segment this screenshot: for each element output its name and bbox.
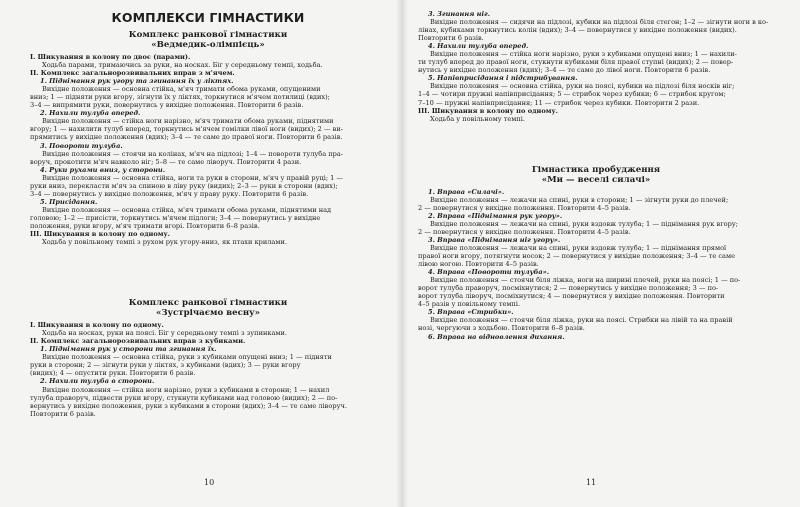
wake-ex3-line: лівою ногою. Повторити 4–5 разів. [418, 260, 539, 269]
wake-ex5-title: 5. Вправа «Стрибки». [428, 308, 514, 317]
complex1-ex5-line: Вихідне положення — основна стійка, м'яч тримати обома руками, піднятими над [42, 205, 332, 214]
complex1-ex2-line: прямитись у вихідне положення (вдих); 3–4 — те саме до правої ноги. Повторити 6 разів. [30, 133, 343, 142]
complex1-ex3-line: воруч, прокотити м'яч навколо ніг; 5–8 — те саме ліворуч. Повторити 4 рази. [30, 157, 302, 166]
complex2-ex4-line: ти тулуб вперед до правої ноги, стукнути кубиками біля правої ступні (видих); 2 — повер- [418, 58, 734, 67]
complex1-ex2-title: 2. Нахили тулуба вперед. [40, 109, 141, 118]
complex2-subtitle: «Зустрічаємо весну» [155, 308, 260, 319]
wake-ex3-line: правої ноги вгору, потягнути носок; 2 — повернутися у вихідне положення; 3–4 — те саме [418, 252, 736, 261]
complex2-ex3-line: Повторити 6 разів. [418, 34, 484, 43]
complex2-ex4-line: нутись у вихідне положення (вдих); 3–4 — те саме до лівої ноги. Повторити 6 разів. [418, 66, 711, 75]
complex1-ex5-line: головою; 1–2 — присісти, торкнутись м'ячем підлоги; 3–4 — повернутись у вихідне [30, 213, 321, 222]
complex2-ex3-line: лінах, кубиками торкнутись колін (вдих); 3–4 — повернутися у вихідне положення (видих). [418, 26, 737, 35]
wake-ex2-line: Вихідне положення — лежачи на спині, руки вздовж тулуба; 1 — піднімання рук вгору; [430, 219, 738, 228]
wake-ex5-line: Вихідне положення — стоячи біля ліжка, руки на поясі. Стрибки на лівій та на правій [430, 316, 733, 325]
complex2-ex5-title: 5. Напівприсідання і підстрибування. [428, 74, 578, 83]
complex2-ex2-line: вернутись у вихідне положення, руки з кубиками в сторони (вдих); 3–4 — те саме ліворуч. [30, 401, 347, 410]
wake-ex4-title: 4. Вправа «Повороти тулуба». [428, 268, 550, 277]
wake-subtitle: «Ми — веселі силачі» [541, 174, 651, 185]
left-page [30, 10, 386, 418]
complex2-ex2-line: Вихідне положення — стійка ноги нарізно, руки з кубиками в сторони; 1 — нахил [42, 385, 330, 394]
complex1-section3: III. Шикування в колону по одному. [30, 230, 170, 239]
complex2-ex3-title: 3. Згинання ніг. [428, 10, 490, 18]
complex2-ex4-title: 4. Нахили тулуба вперед. [428, 42, 529, 51]
wake-ex1-line: Вихідне положення — лежачи на спині, руки в сторони; 1 — зігнути руки до плечей; [430, 195, 729, 204]
complex2-ex5-line: 7–10 — пружні напівприсідання; 11 — стрибок через кубики. Повторити 2 рази. [418, 98, 700, 107]
complex1-ex1-line: вниз; 1 — підняти руки вгору, зігнути їх у ліктях, торкнутися м'ячем потилиці (вдих); [30, 93, 330, 102]
complex1-subtitle: «Ведмедик-олімпієць» [151, 40, 265, 50]
complex1-title: Комплекс ранкової гімнастики [128, 30, 288, 40]
complex1-ex3-title: 3. Повороти тулуба. [40, 141, 123, 150]
complex2-ex5-line: Вихідне положення — основна стійка, руки на поясі, кубики на підлозі біля носків ніг; [430, 82, 735, 91]
complex2-ex5-line: 1–4 — чотири пружні напівприсідання; 5 — стрибок через кубики; 6 — стрибок кругом; [418, 90, 726, 99]
complex2-ex2-line: Повторити 6 разів. [30, 409, 96, 418]
complex2-section2: II. Комплекс загальнорозвивальних вправ з кубиками. [30, 337, 246, 346]
complex2-ex1-line: руки в сторони; 2 — зігнути руки у ліктях, з кубиками (вдих); 3 — руки вгору [30, 361, 301, 370]
complex1-section2: II. Комплекс загальнорозвивальних вправ з м'ячем. [30, 69, 235, 78]
complex1-section1-text: Ходьба парами, тримаючись за руки, на носках. Біг у середньому темпі, ходьба. [42, 61, 323, 70]
wake-ex3-line: Вихідне положення — лежачи на спині, руки вздовж тулуба; 1 — піднімання прямої [430, 243, 727, 252]
wake-ex4-line: ворот тулуба праворуч, посміхнутися; 2 — повернутись у вихідне положення; 3 — по- [418, 284, 719, 293]
complex2-title: Комплекс ранкової гімнастики [128, 298, 288, 309]
complex1-ex5-line: положення, руки вгору, м'яч тримати вгорі. Повторити 6–8 разів. [30, 221, 260, 230]
wake-ex3-title: 3. Вправа «Піднімання ніг угору». [428, 235, 561, 244]
complex1-ex1-line: Вихідне положення — основна стійка, м'яч тримати обома руками, опущеними [42, 85, 321, 94]
complex2-ex2-line: тулуба праворуч, підвести руки вгору, стукнути кубиками над головою (видих); 2 — по- [30, 393, 338, 402]
complex1-ex1-line: 3–4 — випрямити руки, повернутись у вихідне положення. Повторити 6 разів. [30, 101, 304, 110]
complex2-ex1-title: 1. Піднімання рук у сторони та згинання їх. [40, 345, 217, 354]
complex1-ex2-line: вгору; 1 — нахилити тулуб вперед, торкнутись м'ячем гомілки лівої ноги (видих); 2 — ви- [30, 125, 344, 134]
wake-ex4-line: Вихідне положення — стоячи біля ліжка, ноги на ширині плечей, руки на поясі; 1 — по- [430, 276, 741, 285]
complex2-ex1-line: Вихідне положення — основна стійка, руки з кубиками опущені вниз; 1 — підняти [42, 353, 332, 362]
complex1-ex1-title: 1. Піднімання рук угору та згинання їх у ліктях. [40, 77, 234, 86]
complex2-section1: I. Шикування в колону по одному. [30, 321, 164, 330]
complex2-ex1-line: (видих); 4 — опустити руки. Повторити 6 разів. [30, 369, 196, 378]
chapter-heading: КОМПЛЕКСИ ГІМНАСТИКИ [111, 10, 305, 25]
wake-ex4-line: ворот тулуба ліворуч, посміхнутися; 4 — повернутися у вихідне положення. Повторити [418, 292, 725, 301]
complex1-ex4-line: руки вниз, перекласти м'яч за спиною в ліву руку (видих); 2–3 — руки в сторони (вдих); [30, 181, 338, 190]
wake-ex1-line: 2 — повернутися у вихідне положення. Повторити 4–5 разів. [418, 203, 631, 212]
complex2-ex4-line: Вихідне положення — стійка ноги нарізно, руки з кубиками опущені вниз; 1 — нахили- [430, 50, 737, 59]
wake-ex1-title: 1. Вправа «Силачі». [428, 187, 505, 196]
wake-ex2-title: 2. Вправа «Піднімання рук угору». [428, 211, 563, 220]
complex2-ex2-title: 2. Нахили тулуба в сторони. [40, 377, 155, 386]
page-number-right: 11 [586, 478, 597, 487]
complex1-section1: I. Шикування в колону по двоє (парами). [30, 53, 191, 61]
complex1-ex4-line: Вихідне положення — основна стійка, ноги та руки в сторони, м'яч у правій руці; 1 — [42, 173, 344, 182]
wake-ex2-line: 2 — повернутися у вихідне положення. Повторити 4–5 разів. [418, 227, 631, 236]
complex1-ex3-line: Вихідне положення — стоячи на колінах, м'яч на підлозі; 1–4 — повороти тулуба пра- [42, 149, 344, 158]
complex2-section3-text: Ходьба у повільному темпі. [430, 114, 525, 123]
complex1-ex5-title: 5. Присідання. [40, 197, 98, 206]
wake-title: Гімнастика пробудження [531, 164, 661, 175]
page-number-left: 10 [204, 478, 215, 487]
complex1-ex4-title: 4. Руки рухами вниз, у сторони. [40, 165, 166, 174]
wake-ex4-line: 4–5 разів у повільному темпі. [418, 300, 521, 309]
complex2-section3: III. Шикування в колону по одному. [418, 106, 558, 115]
wake-ex6-title: 6. Вправа на відновлення дихання. [428, 332, 565, 341]
complex2-ex3-line: Вихідне положення — сидячи на підлозі, кубики на підлозі біля стегон; 1–2 — зігнути ноги в ко- [430, 18, 769, 27]
complex1-ex4-line: 3–4 — повернутись у вихідне положення, м'яч у праву руку. Повторити 6 разів. [30, 189, 309, 198]
complex2-section1-text: Ходьба на носках, руки на поясі. Біг у середньому темпі з зупинками. [42, 329, 288, 338]
book-gutter [396, 0, 408, 507]
complex1-section3-text: Ходьба у повільному темпі з рухом рук угору-вниз, як птахи крилами. [42, 238, 287, 247]
wake-ex5-line: нозі, чергуючи з ходьбою. Повторити 6–8 разів. [418, 324, 585, 333]
right-page [418, 10, 774, 341]
complex1-ex2-line: Вихідне положення — стійка ноги нарізно, м'яч тримати обома руками, піднятими [42, 117, 334, 126]
